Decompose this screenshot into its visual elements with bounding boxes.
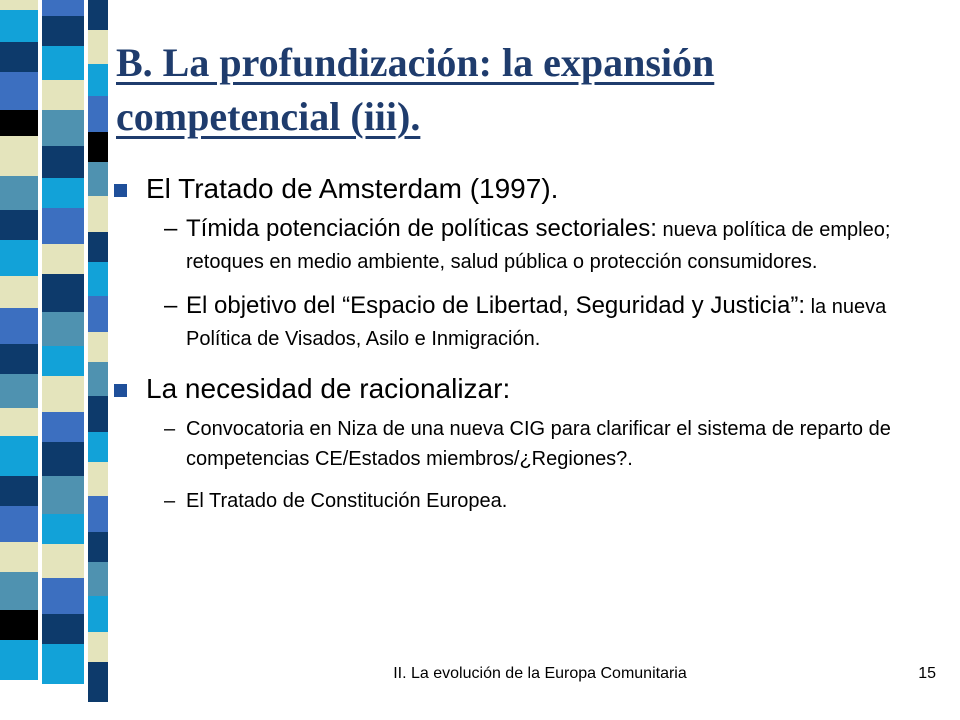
bullet-item-racionalizar: [108, 372, 948, 406]
bullet-text: El Tratado de Amsterdam (1997).: [146, 173, 559, 204]
dash-marker: –: [164, 292, 178, 319]
footer-text: II. La evolución de la Europa Comunitaria: [393, 665, 687, 682]
stripe-column-left: [0, 0, 38, 720]
decorative-stripe: [0, 0, 108, 720]
subitem-rest: nueva política de empleo; retoques en medio ambiente, salud pública o protección consumidores.: [186, 219, 891, 273]
subitem-politicas-sectoriales: [108, 214, 948, 279]
square-bullet-icon: [114, 384, 127, 397]
subitem-lead: El objetivo del “Espacio de Libertad, Seguridad y Justicia”:: [186, 292, 806, 319]
page-number: 15: [918, 665, 936, 682]
subitem-text: Convocatoria en Niza de una nueva CIG para clarificar el sistema de reparto de competencias CE/Estados miembros/¿Regiones?.: [186, 418, 891, 470]
subitem-lead: Tímida potenciación de políticas sectoriales:: [186, 215, 657, 242]
stripe-column-middle: [42, 0, 84, 720]
subitem-espacio-libertad: [108, 291, 948, 356]
dash-marker: –: [164, 490, 176, 512]
subitem-constitucion: [108, 486, 948, 516]
subitem-niza: [108, 414, 948, 474]
dash-marker: –: [164, 418, 176, 440]
square-bullet-icon: [114, 184, 127, 197]
bullet-text: La necesidad de racionalizar:: [146, 373, 511, 404]
bullet-item-amsterdam: [108, 172, 948, 206]
dash-marker: –: [164, 215, 178, 242]
slide-body: [108, 172, 948, 528]
subitem-rest: la nueva Política de Visados, Asilo e Inmigración.: [186, 296, 887, 350]
stripe-column-right: [88, 0, 108, 720]
subitem-text: El Tratado de Constitución Europea.: [186, 490, 508, 512]
slide-title: B. La profundización: la expansión competencial (iii).: [116, 40, 715, 139]
